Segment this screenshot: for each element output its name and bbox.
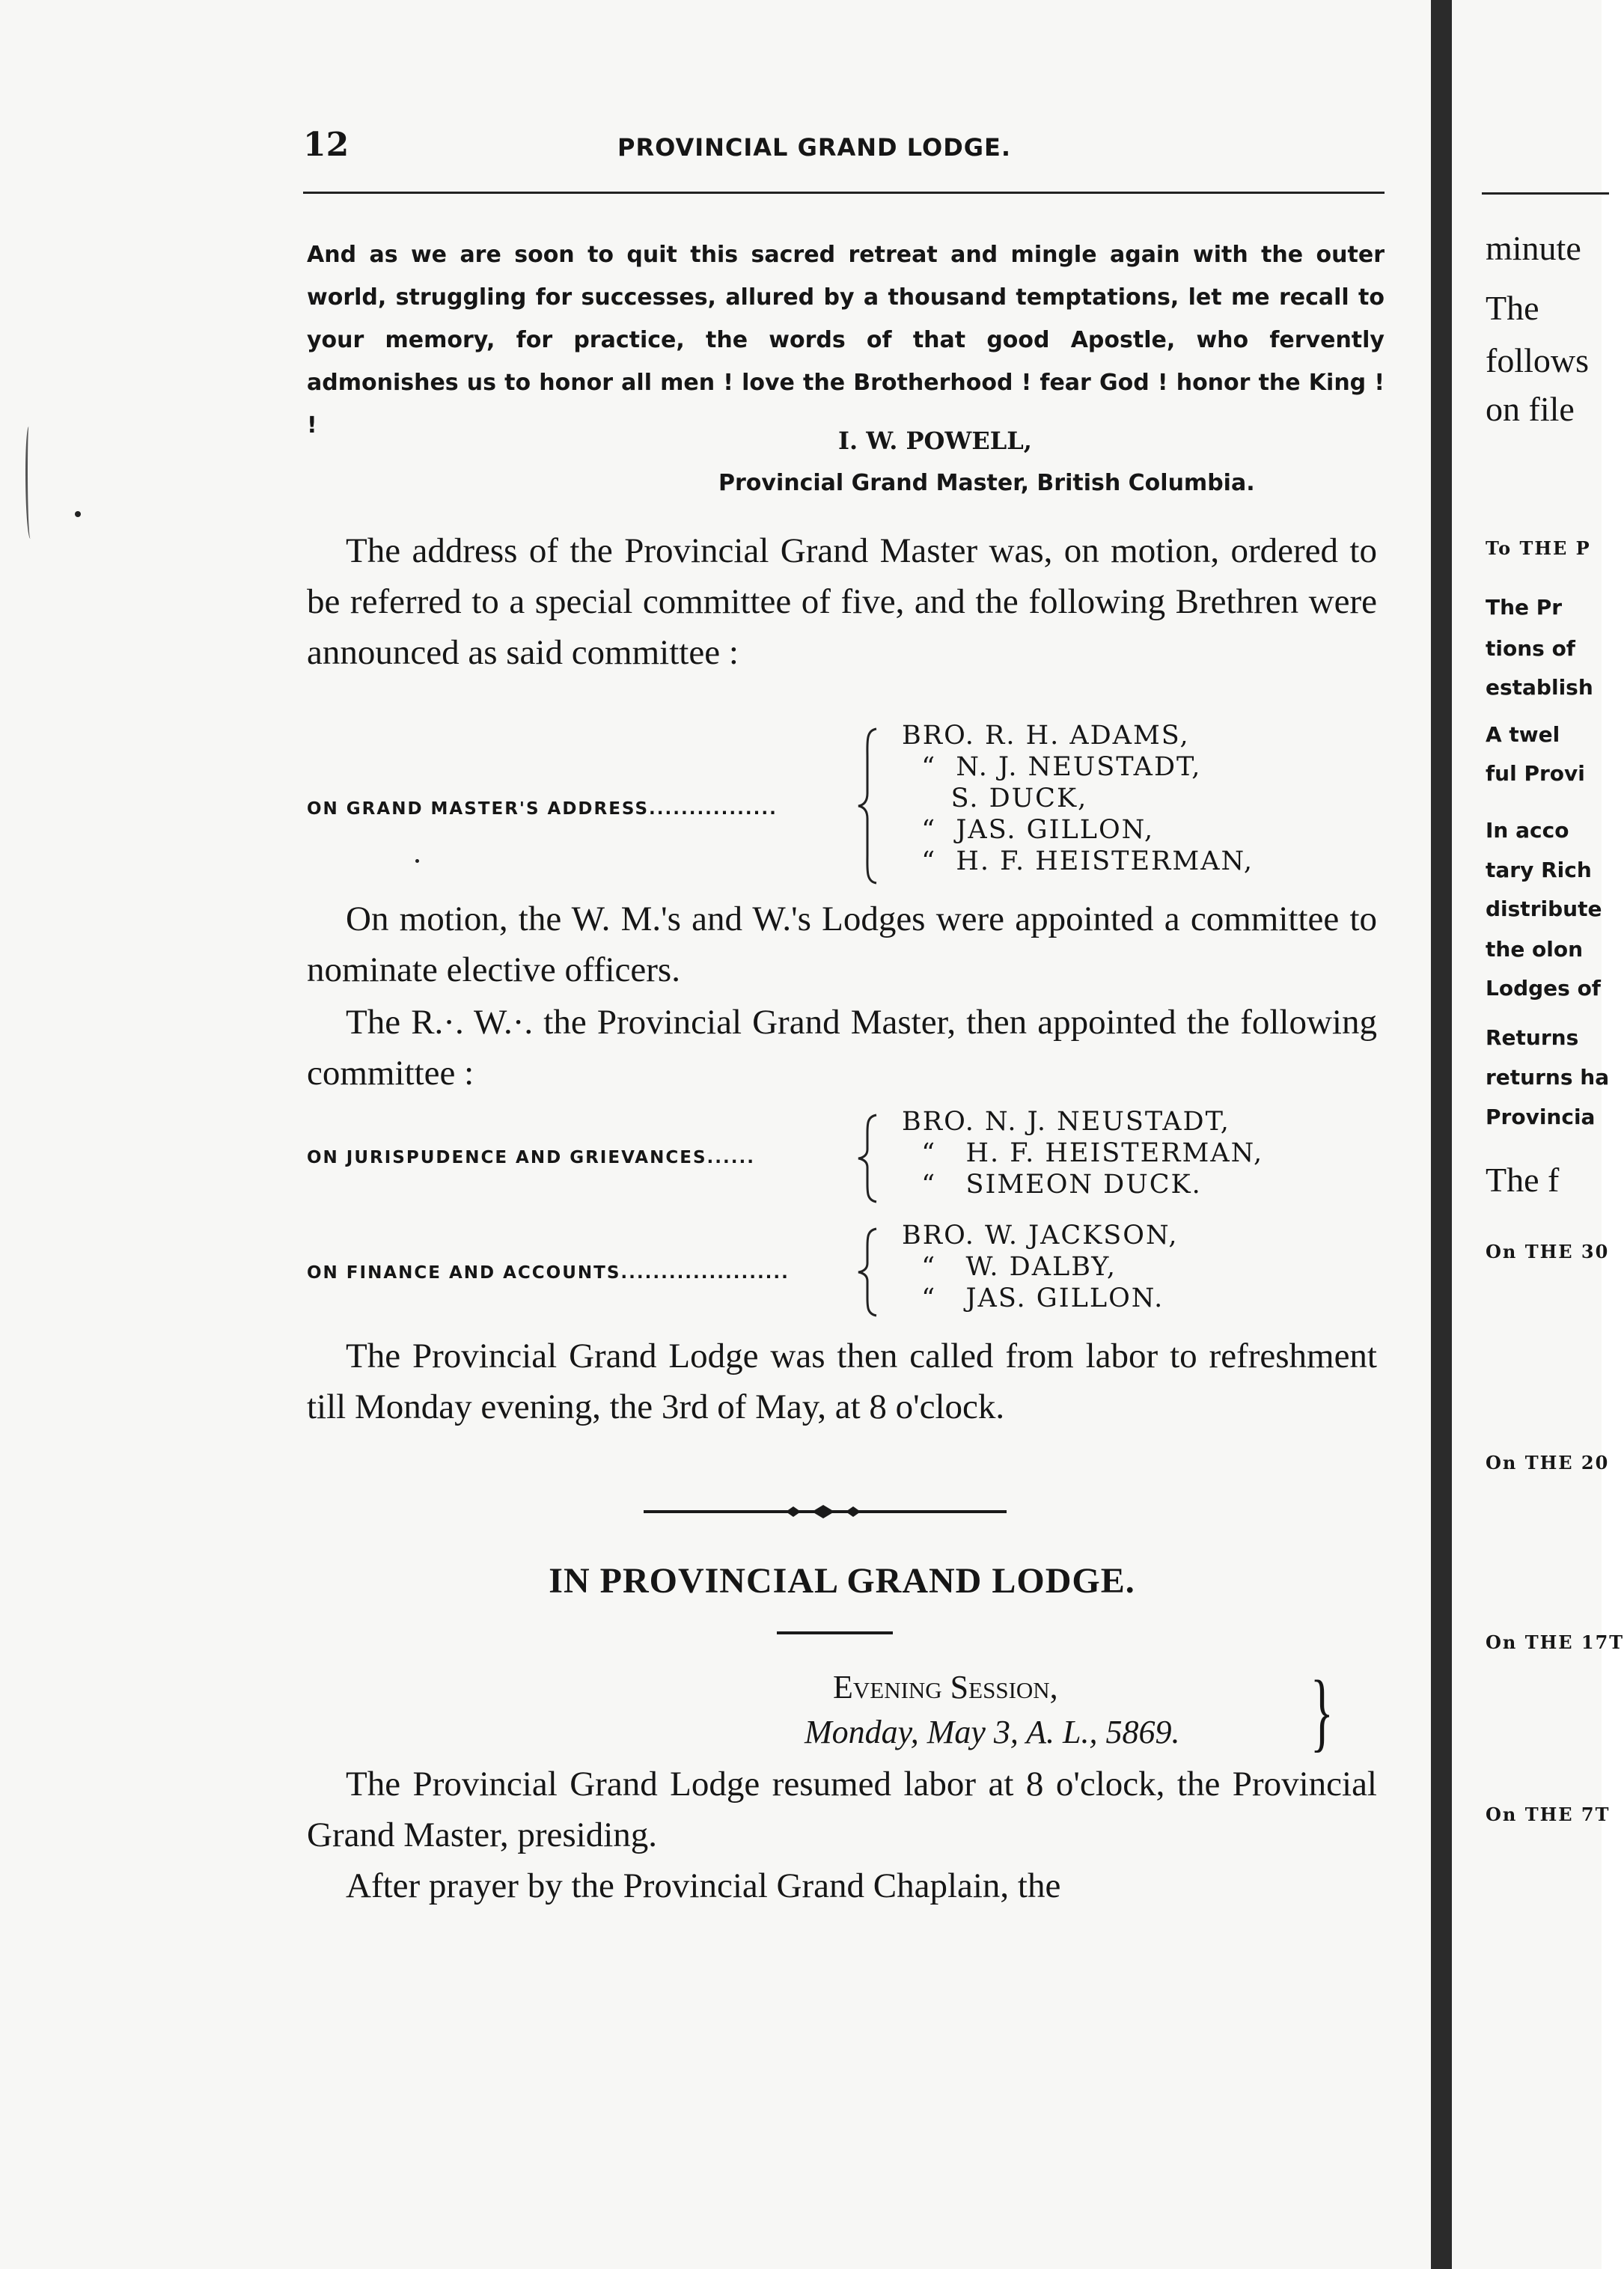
facing-line: In acco — [1486, 818, 1569, 843]
paragraph-3 — [307, 997, 1377, 1099]
member: BRO. N. J. NEUSTADT, — [902, 1107, 1230, 1137]
brace-icon — [857, 1114, 879, 1203]
brace-icon — [857, 727, 879, 885]
book-gutter — [1431, 0, 1452, 2269]
member: BRO. R. H. ADAMS, — [902, 721, 1190, 751]
paragraph-2 — [307, 894, 1377, 995]
member: “ N. J. NEUSTADT, — [902, 752, 1202, 782]
member: “ H. F. HEISTERMAN, — [902, 846, 1254, 876]
facing-line: returns ha — [1486, 1065, 1610, 1090]
facing-line: follows — [1486, 341, 1589, 379]
member: “ JAS. GILLON. — [902, 1283, 1164, 1313]
facing-page-fragment — [1452, 0, 1624, 2269]
paragraph-3-text: The R.·. W.·. the Provincial Grand Master, then appointed the following committee : — [307, 1003, 1377, 1093]
facing-line: On THE 30 — [1486, 1241, 1610, 1262]
paragraph-6-text: After prayer by the Provincial Grand Chaplain, the — [346, 1866, 1061, 1905]
member: “ W. DALBY, — [902, 1252, 1117, 1282]
quote-paragraph: And as we are soon to quit this sacred retreat and mingle again with the outer world, struggling for successes, allured by a thousand temptations, let me recall to your memory, for practice, the words of that good Apostle, who fervently admonishes us to honor all men ! love the Brotherhood ! fear God ! honor the King ! ! — [307, 242, 1385, 439]
facing-line: Lodges of — [1486, 976, 1601, 1001]
facing-line: minute — [1486, 229, 1581, 267]
facing-line: The f — [1486, 1161, 1560, 1199]
paragraph-4-text: The Provincial Grand Lodge was then called from labor to refreshment till Monday evening, the 3rd of May, at 8 o'clock. — [307, 1337, 1377, 1426]
member: “ H. F. HEISTERMAN, — [902, 1138, 1264, 1168]
committee-finance-members — [902, 1220, 1179, 1314]
facing-line: on file — [1486, 390, 1575, 428]
session-heading — [805, 1665, 1180, 1755]
committee-jurisprudence-label: ON JURISPUDENCE AND GRIEVANCES...... — [307, 1148, 755, 1167]
facing-line: tions of — [1486, 636, 1575, 661]
address-quote — [307, 233, 1385, 447]
paragraph-5-text: The Provincial Grand Lodge resumed labor at 8 o'clock, the Provincial Grand Master, presiding. — [307, 1765, 1377, 1854]
member: “ JAS. GILLON, — [902, 815, 1155, 845]
brace-icon — [857, 1227, 879, 1317]
facing-line: On THE 17T — [1486, 1631, 1624, 1653]
header-rule — [303, 192, 1385, 194]
session-brace-icon: } — [1310, 1662, 1334, 1760]
paragraph-6 — [307, 1860, 1377, 1911]
page-number: 12 — [303, 126, 349, 164]
running-head: PROVINCIAL GRAND LODGE. — [617, 133, 1012, 162]
facing-line: On THE 7T — [1486, 1804, 1611, 1825]
member: “ SIMEON DUCK. — [902, 1170, 1202, 1200]
signature-title: Provincial Grand Master, British Columbia. — [718, 470, 1255, 496]
session-name: Evening Session, — [833, 1669, 1058, 1705]
committee-address-members — [902, 720, 1254, 877]
paragraph-1 — [307, 525, 1377, 678]
committee-jurisprudence — [307, 1106, 1377, 1203]
facing-page-rule — [1482, 192, 1609, 195]
session-date: Monday, May 3, A. L., 5869. — [805, 1714, 1180, 1750]
committee-finance-label: ON FINANCE AND ACCOUNTS..................... — [307, 1263, 790, 1283]
facing-line: the olon — [1486, 937, 1584, 962]
facing-line: Provincia — [1486, 1105, 1596, 1129]
section-rule — [777, 1631, 893, 1634]
committee-address-label: ON GRAND MASTER'S ADDRESS................ — [307, 799, 778, 819]
member: BRO. W. JACKSON, — [902, 1221, 1179, 1250]
facing-line: establish — [1486, 675, 1593, 700]
facing-line: ful Provi — [1486, 761, 1585, 786]
signature-name: I. W. POWELL, — [838, 427, 1032, 455]
facing-line: A twel — [1486, 722, 1560, 747]
paragraph-4 — [307, 1331, 1377, 1432]
section-title: IN PROVINCIAL GRAND LODGE. — [549, 1561, 1135, 1601]
committee-address — [307, 720, 1377, 885]
page-edge-mark — [25, 427, 34, 539]
facing-line: On THE 20 — [1486, 1452, 1610, 1474]
facing-line: The Pr — [1486, 595, 1563, 620]
paragraph-5 — [307, 1759, 1377, 1860]
paragraph-1-text: The address of the Provincial Grand Master was, on motion, ordered to be referred to a special committee of five, and the following Brethren were announced as said committee : — [307, 531, 1377, 672]
paragraph-2-text: On motion, the W. M.'s and W.'s Lodges were appointed a committee to nominate elective officers. — [307, 900, 1377, 989]
facing-line: To THE P — [1486, 537, 1591, 559]
committee-finance — [307, 1220, 1377, 1317]
facing-line: The — [1486, 289, 1539, 327]
committee-jurisprudence-members — [902, 1106, 1263, 1200]
ornament-divider — [644, 1500, 1007, 1523]
facing-line: tary Rich — [1486, 858, 1592, 882]
facing-line: distribute — [1486, 897, 1602, 921]
member: S. DUCK, — [902, 784, 1088, 813]
facing-line: Returns — [1486, 1025, 1579, 1050]
